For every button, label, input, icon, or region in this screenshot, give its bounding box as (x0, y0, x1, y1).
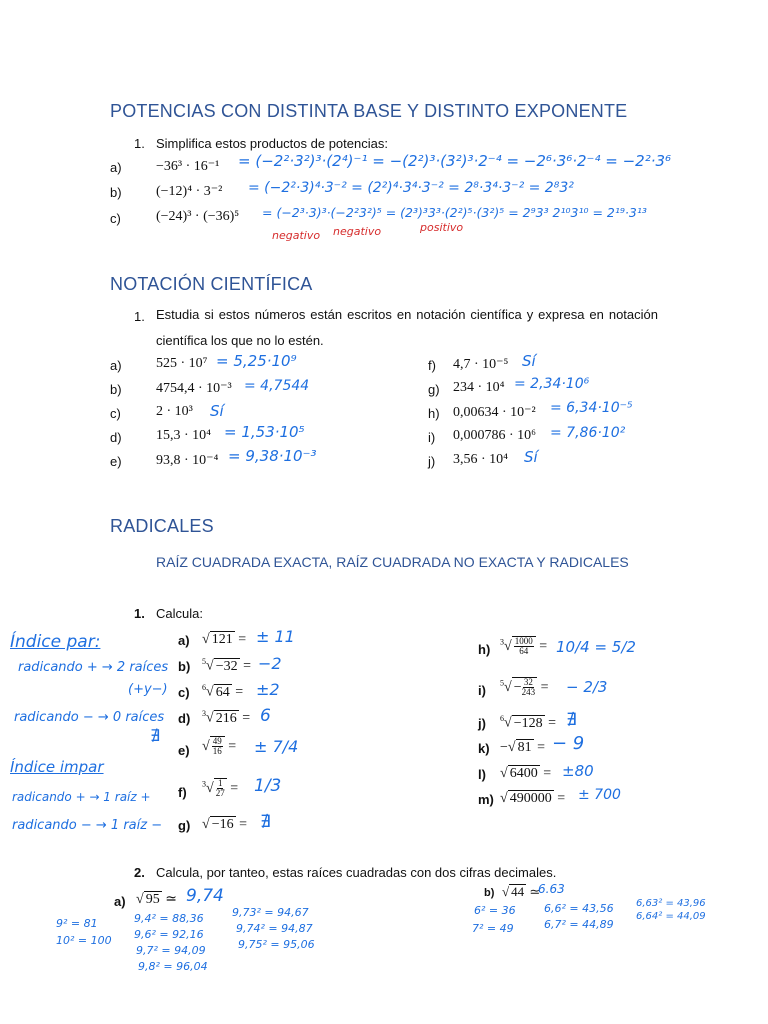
denominator: 243 (521, 687, 536, 698)
item-label: a) (110, 160, 122, 175)
equals-sign: = (230, 781, 239, 797)
note-line: radicando + → 2 raíces (18, 660, 169, 675)
item-label: d) (110, 430, 122, 445)
numerator: 1000 (514, 636, 533, 646)
radical-expression: $^5$√ −32 = (202, 657, 251, 674)
equals-sign: = (242, 710, 251, 726)
question-number: 2. (134, 865, 145, 880)
item-label: b) (110, 185, 122, 200)
equals-sign: = (543, 766, 552, 781)
approx-sign: ≃ (529, 884, 541, 899)
exercise-row (110, 160, 122, 175)
item-label: a) (110, 358, 122, 373)
handwritten-answer: = 1,53·10⁵ (224, 423, 305, 441)
item-label: d) (178, 711, 191, 726)
scratch-work: 9,6² = 92,16 (134, 928, 204, 941)
handwritten-answer: 10/4 = 5/2 (556, 638, 636, 656)
scratch-work: 10² = 100 (56, 934, 112, 947)
handwritten-answer: − 9 (552, 733, 585, 754)
item-label: a) (178, 633, 190, 648)
minus-sign: − (513, 680, 522, 696)
expression: 234 · 10⁴ (453, 380, 505, 395)
handwritten-answer: 9,74 (186, 886, 224, 906)
note-line: radicando − → 1 raíz − (12, 818, 163, 833)
instruction-number: 1. (134, 309, 145, 324)
denominator: 64 (519, 646, 529, 657)
handwritten-answer: Sí (210, 402, 224, 420)
handwritten-answer: = 5,25·10⁹ (216, 352, 297, 370)
equals-sign: = (548, 715, 556, 731)
radical-expression: √ $\frac{49}{16}$ = (202, 736, 237, 757)
item-label: h) (478, 642, 491, 657)
denominator: 16 (212, 746, 222, 757)
scratch-work: 6,64² = 44,09 (636, 911, 706, 922)
root-index: 3 (202, 709, 206, 718)
scratch-work: 9,73² = 94,67 (232, 906, 309, 919)
equals-sign: = (540, 680, 549, 696)
numerator: 32 (523, 677, 533, 687)
scratch-work: 9,8² = 96,04 (138, 960, 208, 973)
root-index: 5 (500, 678, 504, 688)
radical-expression: √ 490000 = (500, 791, 566, 806)
expression: 4,7 · 10⁻⁵ (453, 357, 509, 372)
handwritten-answer: = 7,86·10² (550, 425, 626, 441)
radical-expression: √ −16 = (202, 817, 247, 832)
item-label: b) (178, 659, 191, 674)
handwritten-answer: ±80 (562, 762, 594, 780)
radicand: 81 (517, 740, 532, 755)
scratch-work: 6,6² = 43,56 (544, 902, 614, 915)
radicand: −16 (211, 817, 234, 832)
equals-sign: = (235, 684, 244, 700)
section-title-potencias: POTENCIAS CON DISTINTA BASE Y DISTINTO EXPONENTE (110, 101, 628, 121)
instruction-text: Estudia si estos números están escritos en notación científica y expresa en notación científica los que no lo estén. (156, 307, 658, 348)
expression: 3,56 · 10⁴ (453, 452, 509, 467)
note-indice-impar: Índice impar (10, 758, 104, 776)
expression: 15,3 · 10⁴ (156, 428, 212, 443)
scratch-work: 9,4² = 88,36 (134, 912, 204, 925)
handwritten-answer: ± 7/4 (254, 737, 299, 756)
handwritten-answer: = 4,7544 (244, 378, 310, 394)
instruction-text: Simplifica estos productos de potencias: (156, 136, 388, 151)
radicand: 490000 (509, 791, 552, 806)
equals-sign: = (243, 658, 251, 674)
item-label: g) (178, 818, 191, 833)
denominator: 27 (215, 788, 225, 799)
item-label: e) (110, 454, 122, 469)
scratch-work: 7² = 49 (472, 922, 514, 935)
expression: −36³ · 16⁻¹ (156, 159, 220, 174)
handwritten-answer: 6.63 (538, 882, 565, 896)
root-index: 3 (202, 779, 206, 789)
radicand: 216 (215, 710, 237, 726)
expression: (−12)⁴ · 3⁻² (156, 184, 223, 199)
question-number: 1. (134, 606, 145, 621)
note-positivo: positivo (420, 221, 464, 234)
expression: 4754,4 · 10⁻³ (156, 381, 232, 396)
scratch-work: 9,75² = 95,06 (238, 938, 315, 951)
question-text: Calcula: (156, 606, 203, 621)
handwritten-answer: 6 (260, 706, 271, 726)
numerator: 49 (212, 736, 222, 746)
scratch-work: 9,74² = 94,87 (236, 922, 313, 935)
item-label: j) (478, 716, 486, 731)
handwritten-answer: Sí (524, 448, 538, 466)
scratch-work: 9,7² = 94,09 (136, 944, 206, 957)
fraction (514, 637, 534, 657)
approx-sign: ≃ (165, 892, 177, 907)
note-line: (+y−) (128, 682, 168, 697)
radical-expression: −√ 81 = (500, 740, 545, 755)
handwritten-answer: ±2 (256, 680, 280, 699)
equals-sign: = (557, 791, 566, 806)
item-label: f) (178, 785, 187, 800)
radical-expression: $^6$√ 64 = (202, 683, 244, 700)
fraction (216, 779, 225, 799)
equals-sign: = (228, 739, 237, 755)
item-label: c) (110, 406, 121, 421)
radical-expression: $^5$√ − $\frac{32}{243}$ = (500, 677, 549, 698)
item-label: k) (478, 741, 490, 756)
section-subtitle: RAÍZ CUADRADA EXACTA, RAÍZ CUADRADA NO EXACTA Y RADICALES (156, 554, 629, 570)
root-index: 3 (500, 637, 504, 647)
root-index: 6 (202, 683, 206, 692)
item-label: f) (428, 358, 436, 373)
fraction (212, 737, 223, 757)
radicand: 44 (511, 884, 525, 899)
scratch-work: 6,7² = 44,89 (544, 918, 614, 931)
scratch-work: 9² = 81 (56, 917, 98, 930)
handwritten-answer: Sí (522, 352, 536, 370)
radical-expression: √ 121 = (202, 632, 247, 647)
expression: 93,8 · 10⁻⁴ (156, 453, 219, 468)
radicand: −32 (215, 658, 238, 674)
handwritten-answer: = (−2²·3²)³·(2⁴)⁻¹ = −(2²)³·(3²)³·2⁻⁴ = −2⁶·3⁶·2⁻⁴ = −2²·3⁶ (238, 152, 672, 170)
radicand: 95 (145, 892, 160, 907)
radical-expression: $^6$√ −128 = (500, 714, 556, 731)
handwritten-answer: ± 11 (256, 627, 295, 646)
radicand: 121 (211, 632, 233, 647)
radical-expression: √ 44 ≃ (502, 884, 541, 899)
handwritten-answer: = 2,34·10⁶ (514, 376, 590, 392)
scratch-work: 6,63² = 43,96 (636, 898, 706, 909)
radical-expression: $^3$√ $\frac{1000}{64}$ = (500, 636, 548, 657)
handwritten-answer: −2 (258, 654, 282, 673)
item-label: j) (428, 454, 436, 469)
expression: 0,000786 · 10⁶ (453, 428, 537, 443)
item-label: h) (428, 406, 440, 421)
note-indice-par: Índice par: (10, 632, 101, 652)
item-label: i) (478, 683, 486, 698)
fraction (522, 678, 536, 698)
equals-sign: = (539, 639, 548, 655)
root-index: 5 (202, 657, 206, 666)
radical-expression: $^3$√ 216 = (202, 709, 251, 726)
handwritten-answer: ∄ (260, 812, 271, 832)
note-line: radicando − → 0 raíces (14, 710, 165, 725)
note-line: ∄ (150, 726, 161, 745)
minus-sign: − (500, 740, 508, 755)
expression: 525 · 10⁷ (156, 356, 208, 371)
radicand: 64 (215, 684, 230, 700)
section-title-radicales: RADICALES (110, 516, 214, 536)
equals-sign: = (238, 632, 247, 647)
item-label: c) (178, 685, 190, 700)
handwritten-answer: = (−2³·3)³·(−2²3²)⁵ = (2³)³3³·(2²)⁵·(3²)⁵ = 2⁹3³ 2¹⁰3¹⁰ = 2¹⁹·3¹³ (262, 205, 647, 220)
section-title-notacion: NOTACIÓN CIENTÍFICA (110, 274, 313, 294)
numerator: 1 (217, 778, 223, 788)
note-line: radicando + → 1 raíz + (12, 790, 151, 804)
handwritten-answer: 1/3 (254, 776, 282, 796)
handwritten-answer: ∄ (566, 710, 577, 730)
scratch-work: 6² = 36 (474, 904, 516, 917)
note-negativo: negativo (333, 225, 382, 238)
root-index: 6 (500, 714, 504, 723)
expression: 0,00634 · 10⁻² (453, 405, 536, 420)
radical-expression: $^3$√ $\frac{1}{27}$ = (202, 778, 239, 799)
equals-sign: = (537, 740, 545, 755)
item-label: a) (114, 894, 126, 909)
item-label: g) (428, 382, 440, 397)
handwritten-answer: = 6,34·10⁻⁵ (550, 400, 633, 416)
radical-expression: √ 95 ≃ (136, 892, 177, 907)
item-label: m) (478, 792, 494, 807)
radicand: 6400 (509, 766, 538, 781)
item-label: l) (478, 767, 486, 782)
note-negativo: negativo (272, 229, 321, 242)
handwritten-answer: = 9,38·10⁻³ (228, 447, 317, 465)
item-label: b) (110, 382, 122, 397)
handwritten-answer: ± 700 (578, 787, 621, 803)
item-label: b) (484, 887, 495, 899)
expression: 2 · 10³ (156, 404, 193, 419)
instruction-number: 1. (134, 136, 145, 151)
question-text: Calcula, por tanteo, estas raíces cuadradas con dos cifras decimales. (156, 865, 557, 880)
radical-expression: √ 6400 = (500, 766, 552, 781)
handwritten-answer: = (−2²·3)⁴·3⁻² = (2²)⁴·3⁴·3⁻² = 2⁸·3⁴·3⁻² = 2⁸3² (248, 180, 574, 196)
item-label: e) (178, 743, 190, 758)
item-label: i) (428, 430, 436, 445)
expression: (−24)³ · (−36)⁵ (156, 209, 240, 224)
radicand: −128 (513, 715, 543, 731)
handwritten-answer: − 2/3 (566, 678, 608, 696)
equals-sign: = (239, 817, 247, 832)
item-label: c) (110, 211, 121, 226)
